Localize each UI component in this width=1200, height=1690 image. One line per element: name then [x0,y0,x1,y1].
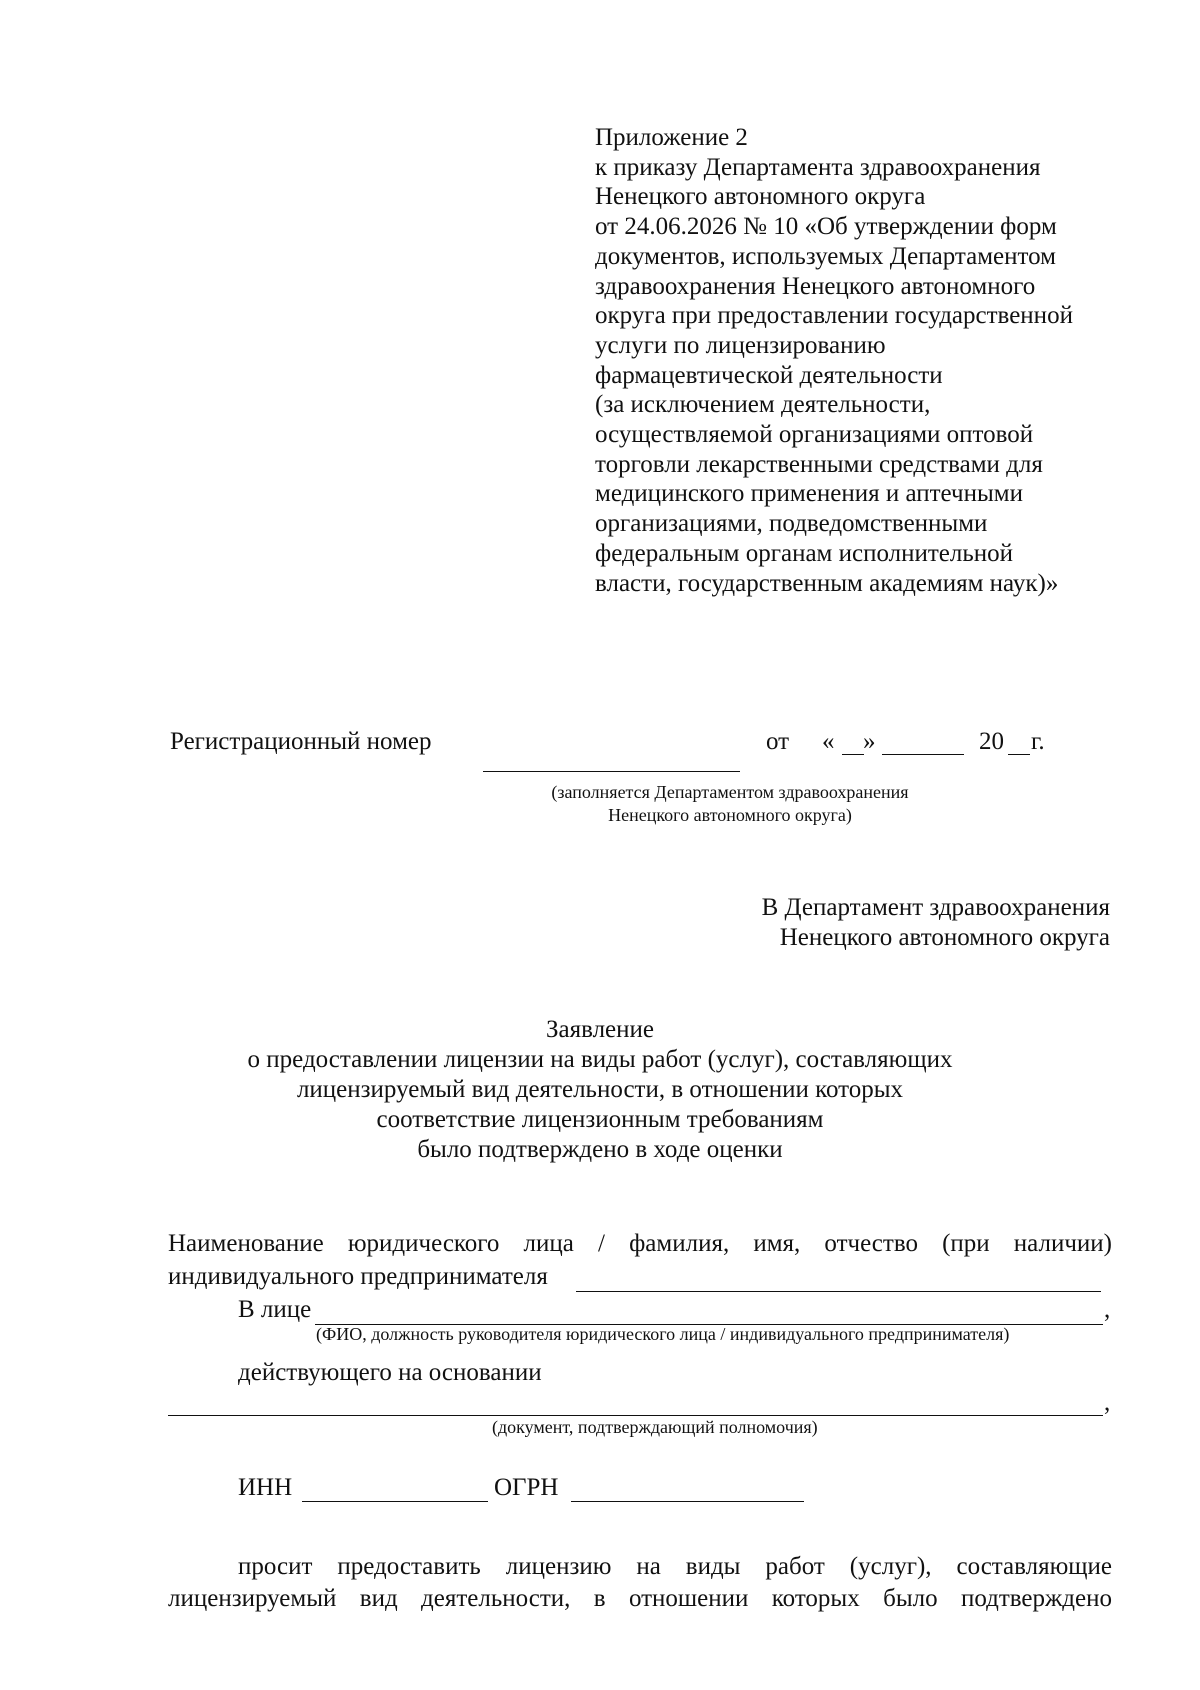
ogrn-field[interactable] [571,1501,804,1502]
title-line: соответствие лицензионным требованиям [376,1106,824,1133]
appendix-line: осуществляемой организациями оптовой [595,421,1034,449]
appendix-line: Ненецкого автономного округа [595,183,926,211]
recipient-line: Ненецкого автономного округа [779,924,1110,951]
registration-note-line: (заполняется Департаментом здравоохранения [551,782,909,802]
acting-basis-field[interactable] [168,1415,1103,1416]
registration-note-line: Ненецкого автономного округа) [608,805,852,825]
appendix-line: от 24.06.2026 № 10 «Об утверждении форм [595,213,1057,241]
represented-by-caption: (ФИО, должность руководителя юридического лица / индивидуального предпринимателя) [316,1324,1010,1344]
appendix-header [595,123,1115,598]
appendix-line: услуги по лицензированию [595,331,886,359]
title-heading: Заявление [545,1016,655,1043]
appendix-line: здравоохранения Ненецкого автономного [595,272,1036,300]
represented-by-comma: , [1104,1296,1111,1323]
inn-field[interactable] [302,1501,488,1502]
applicant-name-field[interactable] [576,1291,1101,1292]
represented-by-label: В лице [238,1296,312,1323]
appendix-line: (за исключением деятельности, [595,391,931,419]
appendix-line: округа при предоставлении государственной [595,302,1073,330]
registration-from-label: от [766,728,790,755]
date-month-field[interactable] [882,754,964,755]
request-text-line: просит предоставить лицензию на виды работ (услуг), составляющие [238,1553,1112,1580]
date-quote-open: « [822,728,835,755]
title-line: лицензируемый вид деятельности, в отношении которых [296,1076,904,1103]
acting-basis-label: действующего на основании [238,1359,542,1386]
recipient-line: В Департамент здравоохранения [761,894,1110,921]
date-year-suffix: г. [1031,728,1045,755]
appendix-line: власти, государственным академиям наук)» [595,569,1059,597]
appendix-line: документов, используемых Департаментом [595,242,1056,270]
applicant-name-label-cont: индивидуального предпринимателя [168,1263,548,1290]
registration-number-label: Регистрационный номер [170,728,432,755]
inn-label: ИНН [238,1474,293,1501]
registration-number-field[interactable] [483,771,740,772]
request-text-line: лицензируемый вид деятельности, в отношении которых было подтверждено [168,1585,1112,1612]
appendix-line: Приложение 2 [595,124,748,151]
appendix-line: организациями, подведомственными [595,510,988,538]
applicant-name-label: Наименование юридического лица / фамилия, имя, отчество (при наличии) [168,1230,1112,1257]
appendix-line: федеральным органам исполнительной [595,539,1014,567]
title-line: было подтверждено в ходе оценки [417,1136,783,1163]
appendix-line: медицинского применения и аптечными [595,480,1023,508]
date-quote-close: » [863,728,876,755]
ogrn-label: ОГРН [494,1474,559,1501]
acting-basis-comma: , [1104,1389,1111,1416]
recipient-block [660,893,1110,953]
appendix-line: к приказу Департамента здравоохранения [595,153,1041,181]
appendix-line: фармацевтической деятельности [595,361,943,389]
title-line: о предоставлении лицензии на виды работ (услуг), составляющих [247,1046,953,1073]
date-year-prefix: 20 [979,728,1004,755]
acting-basis-caption: (документ, подтверждающий полномочия) [492,1417,818,1437]
date-day-field[interactable] [842,754,864,755]
document-title [200,1015,1000,1165]
registration-note [470,781,990,827]
date-year-field[interactable] [1008,754,1030,755]
appendix-line: торговли лекарственными средствами для [595,450,1043,478]
